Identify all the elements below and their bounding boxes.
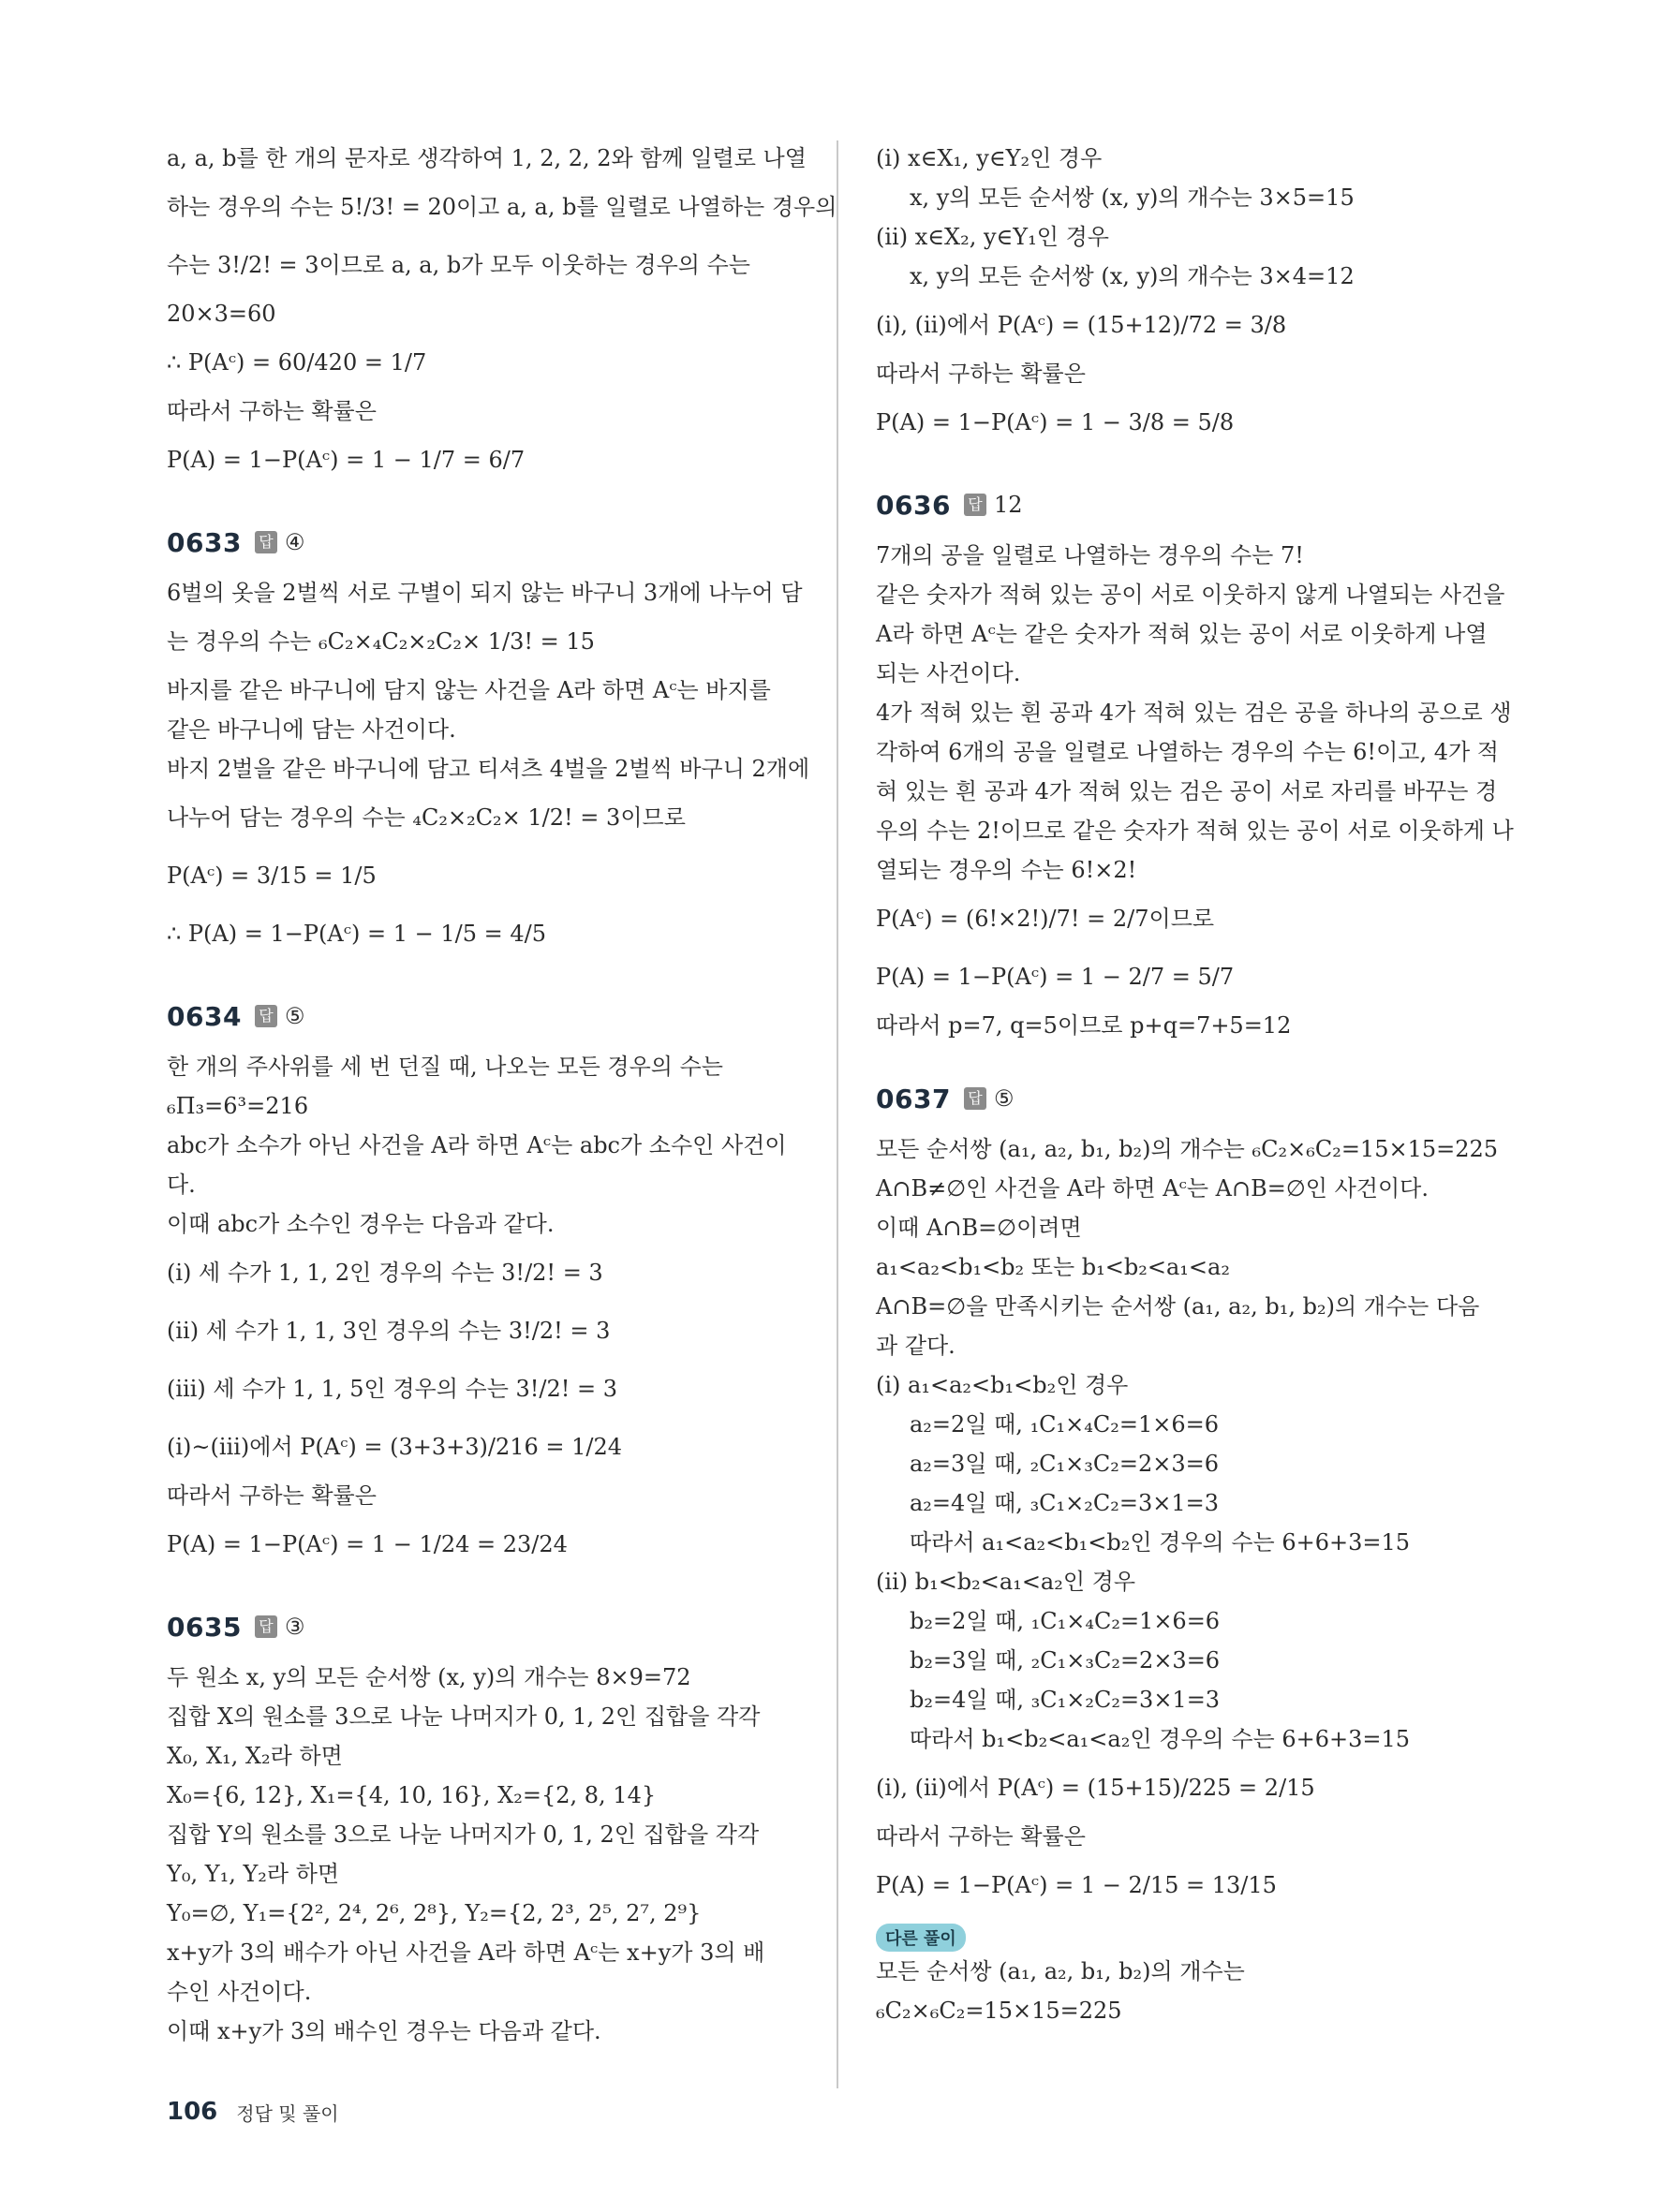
text-line: (ⅲ) 세 수가 1, 1, 5인 경우의 수는 3!/2! = 3 [167,1376,618,1402]
page-footer [167,2098,339,2126]
text-line: A라 하면 Aᶜ는 같은 숫자가 적혀 있는 공이 서로 이웃하게 나열 [876,621,1488,647]
problem-heading [876,474,1500,536]
text-line: 4가 적혀 있는 흰 공과 4가 적혀 있는 검은 공을 하나의 공으로 생 [876,700,1512,726]
text-line: P(A) = 1−P(Aᶜ) = 1 − 1/7 = 6/7 [167,447,526,473]
alt-solution-row [876,1914,1500,1952]
footer-label: 정답 및 풀이 [236,2101,339,2125]
text-line: 이때 A∩B=∅이려면 [876,1215,1082,1241]
answer-value: ⑤ [993,1085,1015,1112]
text-line: (ⅰ), (ⅱ)에서 P(Aᶜ) = (15+15)/225 = 2/15 [876,1775,1315,1801]
text-line: P(A) = 1−P(Aᶜ) = 1 − 1/24 = 23/24 [167,1531,568,1557]
column-divider [837,140,838,2088]
text-line: 따라서 구하는 확률은 [167,398,377,424]
text-line: 하는 경우의 수는 5!/3! = 20이고 a, a, b를 일렬로 나열하는 경우의 [167,194,837,220]
text-line: 수인 사건이다. [167,1979,312,2005]
problem-heading [167,985,796,1047]
text-line: 한 개의 주사위를 세 번 던질 때, 나오는 모든 경우의 수는 [167,1054,723,1080]
text-line: x+y가 3의 배수가 아닌 사건을 A라 하면 Aᶜ는 x+y가 3의 배 [167,1939,765,1966]
text-line: A∩B≠∅인 사건을 A라 하면 Aᶜ는 A∩B=∅인 사건이다. [876,1175,1429,1202]
text-line: 따라서 b₁<b₂<a₁<a₂인 경우의 수는 6+6+3=15 [910,1726,1411,1752]
text-line: 같은 숫자가 적혀 있는 공이 서로 이웃하지 않게 나열되는 사건을 [876,582,1505,608]
text-line: ∴ P(A) = 1−P(Aᶜ) = 1 − 1/5 = 4/5 [167,921,546,947]
page-number: 106 [167,2098,218,2126]
text-line: 두 원소 x, y의 모든 순서쌍 (x, y)의 개수는 8×9=72 [167,1664,691,1690]
text-line: 는 경우의 수는 ₆C₂×₄C₂×₂C₂× 1/3! = 15 [167,628,595,655]
text-line: (ⅱ) b₁<b₂<a₁<a₂인 경우 [876,1569,1136,1595]
text-line: 과 같다. [876,1333,955,1359]
answer-tag-icon: 답 [255,1615,277,1638]
problem-number: 0633 [167,526,242,558]
text-line: 6벌의 옷을 2벌씩 서로 구별이 되지 않는 바구니 3개에 나누어 담 [167,580,803,606]
problem-number: 0635 [167,1611,242,1643]
answer-tag-icon: 답 [255,531,277,553]
text-line: 우의 수는 2!이므로 같은 숫자가 적혀 있는 공이 서로 이웃하게 나 [876,818,1514,844]
text-line: 따라서 a₁<a₂<b₁<b₂인 경우의 수는 6+6+3=15 [910,1529,1411,1556]
text-line: 각하여 6개의 공을 일렬로 나열하는 경우의 수는 6!이고, 4가 적 [876,739,1499,765]
answer-value: ④ [284,529,305,555]
answer-tag-icon: 답 [964,1087,986,1110]
text-line: A∩B=∅을 만족시키는 순서쌍 (a₁, a₂, b₁, b₂)의 개수는 다음 [876,1293,1480,1320]
text-line: 집합 Y의 원소를 3으로 나눈 나머지가 0, 1, 2인 집합을 각각 [167,1821,760,1848]
left-column [167,139,837,2051]
text-line: (ⅱ) x∈X₂, y∈Y₁인 경우 [876,224,1109,250]
text-line: X₀, X₁, X₂라 하면 [167,1743,343,1769]
text-line: 모든 순서쌍 (a₁, a₂, b₁, b₂)의 개수는 ₆C₂×₆C₂=15×15=225 [876,1136,1499,1162]
text-line: P(A) = 1−P(Aᶜ) = 1 − 2/15 = 13/15 [876,1872,1277,1898]
alt-solution-badge: 다른 풀이 [876,1924,966,1952]
text-line: X₀={6, 12}, X₁={4, 10, 16}, X₂={2, 8, 14} [167,1782,657,1808]
text-line: a₂=3일 때, ₂C₁×₃C₂=2×3=6 [910,1451,1220,1477]
answer-tag-icon: 답 [255,1005,277,1027]
text-line: (ⅰ) a₁<a₂<b₁<b₂인 경우 [876,1372,1129,1398]
text-line: (ⅰ), (ⅱ)에서 P(Aᶜ) = (15+12)/72 = 3/8 [876,312,1287,338]
answer-tag-icon: 답 [964,494,986,516]
text-line: 따라서 구하는 확률은 [876,361,1086,387]
text-line: Y₀, Y₁, Y₂라 하면 [167,1861,340,1887]
right-column [876,139,1514,2030]
text-line: 따라서 p=7, q=5이므로 p+q=7+5=12 [876,1012,1292,1039]
text-line: (ⅰ) x∈X₁, y∈Y₂인 경우 [876,145,1103,171]
text-line: (ⅱ) 세 수가 1, 1, 3인 경우의 수는 3!/2! = 3 [167,1318,611,1344]
text-line: a₁<a₂<b₁<b₂ 또는 b₁<b₂<a₁<a₂ [876,1254,1230,1280]
problem-heading [167,511,796,573]
text-line: P(A) = 1−P(Aᶜ) = 1 − 3/8 = 5/8 [876,409,1235,435]
text-line: (ⅰ) 세 수가 1, 1, 2인 경우의 수는 3!/2! = 3 [167,1260,603,1286]
answer-value: ⑤ [284,1003,305,1029]
text-line: 혀 있는 흰 공과 4가 적혀 있는 검은 공이 서로 자리를 바꾸는 경 [876,778,1498,804]
text-line: x, y의 모든 순서쌍 (x, y)의 개수는 3×4=12 [910,263,1355,289]
text-line: 나누어 담는 경우의 수는 ₄C₂×₂C₂× 1/2! = 3이므로 [167,804,686,831]
text-line: ∴ P(Aᶜ) = 60/420 = 1/7 [167,349,427,376]
problem-heading [167,1596,796,1658]
text-line: 따라서 구하는 확률은 [167,1482,377,1509]
text-line: abc가 소수가 아닌 사건을 A라 하면 Aᶜ는 abc가 소수인 사건이 [167,1132,787,1158]
text-line: P(Aᶜ) = 3/15 = 1/5 [167,863,377,889]
text-line: a₂=4일 때, ₃C₁×₂C₂=3×1=3 [910,1490,1220,1516]
problem-number: 0636 [876,489,951,521]
text-line: P(A) = 1−P(Aᶜ) = 1 − 2/7 = 5/7 [876,964,1235,990]
text-line: b₂=4일 때, ₃C₁×₂C₂=3×1=3 [910,1687,1221,1713]
text-line: P(Aᶜ) = (6!×2!)/7! = 2/7이므로 [876,906,1215,932]
text-line: a₂=2일 때, ₁C₁×₄C₂=1×6=6 [910,1411,1220,1438]
text-line: Y₀=∅, Y₁={2², 2⁴, 2⁶, 2⁸}, Y₂={2, 2³, 2⁵, 2⁷, 2⁹} [167,1900,702,1926]
problem-number: 0634 [167,1000,242,1032]
text-line: 20×3=60 [167,301,276,327]
text-line: x, y의 모든 순서쌍 (x, y)의 개수는 3×5=15 [910,184,1355,211]
text-line: 집합 X의 원소를 3으로 나눈 나머지가 0, 1, 2인 집합을 각각 [167,1703,761,1730]
text-line: 바지를 같은 바구니에 담지 않는 사건을 A라 하면 Aᶜ는 바지를 [167,677,771,703]
answer-value: ③ [284,1614,305,1640]
text-line: 열되는 경우의 수는 6!×2! [876,857,1137,883]
text-line: 이때 x+y가 3의 배수인 경우는 다음과 같다. [167,2018,601,2044]
text-line: 바지 2벌을 같은 바구니에 담고 티셔츠 4벌을 2벌씩 바구니 2개에 [167,756,810,782]
text-line: 되는 사건이다. [876,660,1021,686]
problem-heading [876,1068,1500,1129]
text-line: 7개의 공을 일렬로 나열하는 경우의 수는 7! [876,542,1304,568]
text-line: ₆C₂×₆C₂=15×15=225 [876,1998,1122,2024]
text-line: 같은 바구니에 담는 사건이다. [167,716,456,743]
text-line: b₂=3일 때, ₂C₁×₃C₂=2×3=6 [910,1647,1221,1674]
text-line: 따라서 구하는 확률은 [876,1823,1086,1850]
text-line: 수는 3!/2! = 3이므로 a, a, b가 모두 이웃하는 경우의 수는 [167,252,750,278]
text-line: 다. [167,1172,196,1198]
text-line: 이때 abc가 소수인 경우는 다음과 같다. [167,1211,555,1237]
text-line: ₆Π₃=6³=216 [167,1093,309,1119]
problem-number: 0637 [876,1083,951,1114]
text-line: b₂=2일 때, ₁C₁×₄C₂=1×6=6 [910,1608,1221,1634]
text-line: (ⅰ)~(ⅲ)에서 P(Aᶜ) = (3+3+3)/216 = 1/24 [167,1434,623,1460]
answer-value: 12 [993,492,1023,518]
text-line: a, a, b를 한 개의 문자로 생각하여 1, 2, 2, 2와 함께 일렬로 나열 [167,145,807,171]
text-line: 모든 순서쌍 (a₁, a₂, b₁, b₂)의 개수는 [876,1958,1245,1984]
